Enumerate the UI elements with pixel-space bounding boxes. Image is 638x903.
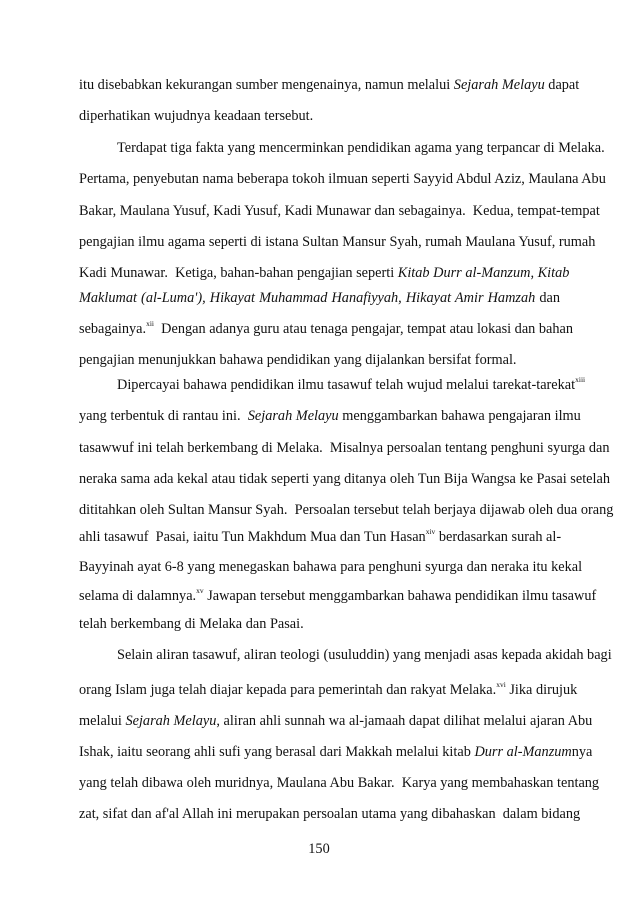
footnote-marker: xiv: [425, 527, 436, 536]
text-segment: , aliran ahli sunnah wa al-jamaah dapat dilihat melalui ajaran Abu: [216, 713, 593, 729]
text-line: [79, 527, 560, 547]
text-line: [79, 557, 583, 577]
text-segment: Jika dirujuk: [505, 682, 578, 698]
text-segment: Maklumat (al-Luma'), Hikayat Muhammad Hanafiyyah, Hikayat Amir Hamzah: [79, 290, 536, 306]
text-line: [79, 773, 600, 793]
text-segment: Dipercayai bahawa pendidikan ilmu tasawuf telah wujud melalui tarekat-tarekat: [117, 377, 576, 393]
text-line: [79, 350, 560, 370]
footnote-marker: xvi: [496, 680, 506, 689]
text-segment: tasawwuf ini telah berkembang di Melaka. Misalnya persoalan tentang penghuni syurga dan: [79, 440, 610, 456]
text-segment: ahli tasawuf Pasai, iaitu Tun Makhdum Mua dan Tun Hasan: [79, 529, 426, 545]
text-segment: telah berkembang di Melaka dan Pasai.: [79, 616, 304, 632]
text-line: [79, 201, 600, 221]
text-segment: Kitab Durr al-Manzum, Kitab: [397, 265, 570, 281]
text-segment: neraka sama ada kekal atau tidak seperti yang ditanya oleh Tun Bija Wangsa ke Pasai setelah: [79, 471, 610, 487]
text-segment: dititahkan oleh Sultan Mansur Syah. Persoalan tersebut telah berjaya dijawab oleh dua orang: [79, 502, 614, 518]
text-segment: selama di dalamnya.: [79, 588, 197, 604]
text-line: [79, 75, 580, 95]
text-segment: zat, sifat dan af'al Allah ini merupakan persoalan utama yang dibahaskan dalam bidang: [79, 806, 581, 822]
text-segment: menggambarkan bahawa pengajaran ilmu: [338, 408, 581, 424]
text-segment: Sejarah Melayu: [247, 408, 339, 424]
text-segment: Ishak, iaitu seorang ahli sufi yang berasal dari Makkah melalui kitab: [79, 744, 475, 760]
text-line: [79, 288, 560, 308]
text-line: [79, 804, 581, 824]
text-line: [79, 680, 578, 700]
text-segment: Bakar, Maulana Yusuf, Kadi Yusuf, Kadi Munawar dan sebagainya. Kedua, tempat-tempat: [79, 203, 600, 219]
text-segment: Pertama, penyebutan nama beberapa tokoh ilmuan seperti Sayyid Abdul Aziz, Maulana Abu: [79, 171, 606, 187]
text-segment: Bayyinah ayat 6-8 yang menegaskan bahawa para penghuni syurga dan neraka itu kekal: [79, 559, 583, 575]
text-line: [79, 106, 560, 126]
text-segment: dapat: [544, 77, 580, 93]
text-segment: nya: [571, 744, 593, 760]
text-segment: Selain aliran tasawuf, aliran teologi (usuluddin) yang menjadi asas kepada akidah bagi: [117, 647, 612, 663]
text-line: [79, 169, 606, 189]
text-segment: Dengan adanya guru atau tenaga pengajar, tempat atau lokasi dan bahan: [154, 321, 574, 337]
text-segment: dan: [535, 290, 560, 306]
text-line: [79, 742, 593, 762]
text-line: [79, 614, 560, 634]
text-segment: diperhatikan wujudnya keadaan tersebut.: [79, 108, 314, 124]
footnote-marker: xii: [146, 319, 155, 328]
text-line: [79, 319, 574, 339]
text-segment: Jawapan tersebut menggambarkan bahawa pendidikan ilmu tasawuf: [203, 588, 597, 604]
text-line: [79, 438, 610, 458]
page-number: 150: [308, 841, 330, 857]
text-line: [79, 232, 596, 252]
footnote-marker: xiii: [575, 375, 586, 384]
text-segment: Kadi Munawar. Ketiga, bahan-bahan pengajian seperti: [79, 265, 398, 281]
footnote-marker: xv: [196, 586, 204, 595]
text-segment: Sejarah Melayu: [125, 713, 217, 729]
text-line: [79, 406, 581, 426]
text-segment: pengajian ilmu agama seperti di istana Sultan Mansur Syah, rumah Maulana Yusuf, rumah: [79, 234, 596, 250]
text-segment: pengajian menunjukkan bahawa pendidikan yang dijalankan bersifat formal.: [79, 352, 517, 368]
text-segment: sebagainya.: [79, 321, 147, 337]
text-segment: yang telah dibawa oleh muridnya, Maulana Abu Bakar. Karya yang membahaskan tentang: [79, 775, 600, 791]
text-segment: Sejarah Melayu: [453, 77, 545, 93]
text-line: [117, 645, 612, 665]
text-segment: itu disebabkan kekurangan sumber mengenainya, namun melalui: [79, 77, 454, 93]
text-segment: yang terbentuk di rantau ini.: [79, 408, 248, 424]
text-segment: berdasarkan surah al-: [435, 529, 562, 545]
text-segment: orang Islam juga telah diajar kepada para pemerintah dan rakyat Melaka.: [79, 682, 497, 698]
text-line: [117, 138, 605, 158]
text-line: [117, 375, 586, 395]
text-segment: Terdapat tiga fakta yang mencerminkan pendidikan agama yang terpancar di Melaka.: [117, 140, 605, 156]
text-segment: melalui: [79, 713, 126, 729]
text-line: [79, 500, 614, 520]
text-line: [79, 711, 593, 731]
text-line: [79, 469, 610, 489]
text-segment: Durr al-Manzum: [474, 744, 572, 760]
text-line: [79, 586, 597, 606]
text-line: [79, 263, 570, 283]
